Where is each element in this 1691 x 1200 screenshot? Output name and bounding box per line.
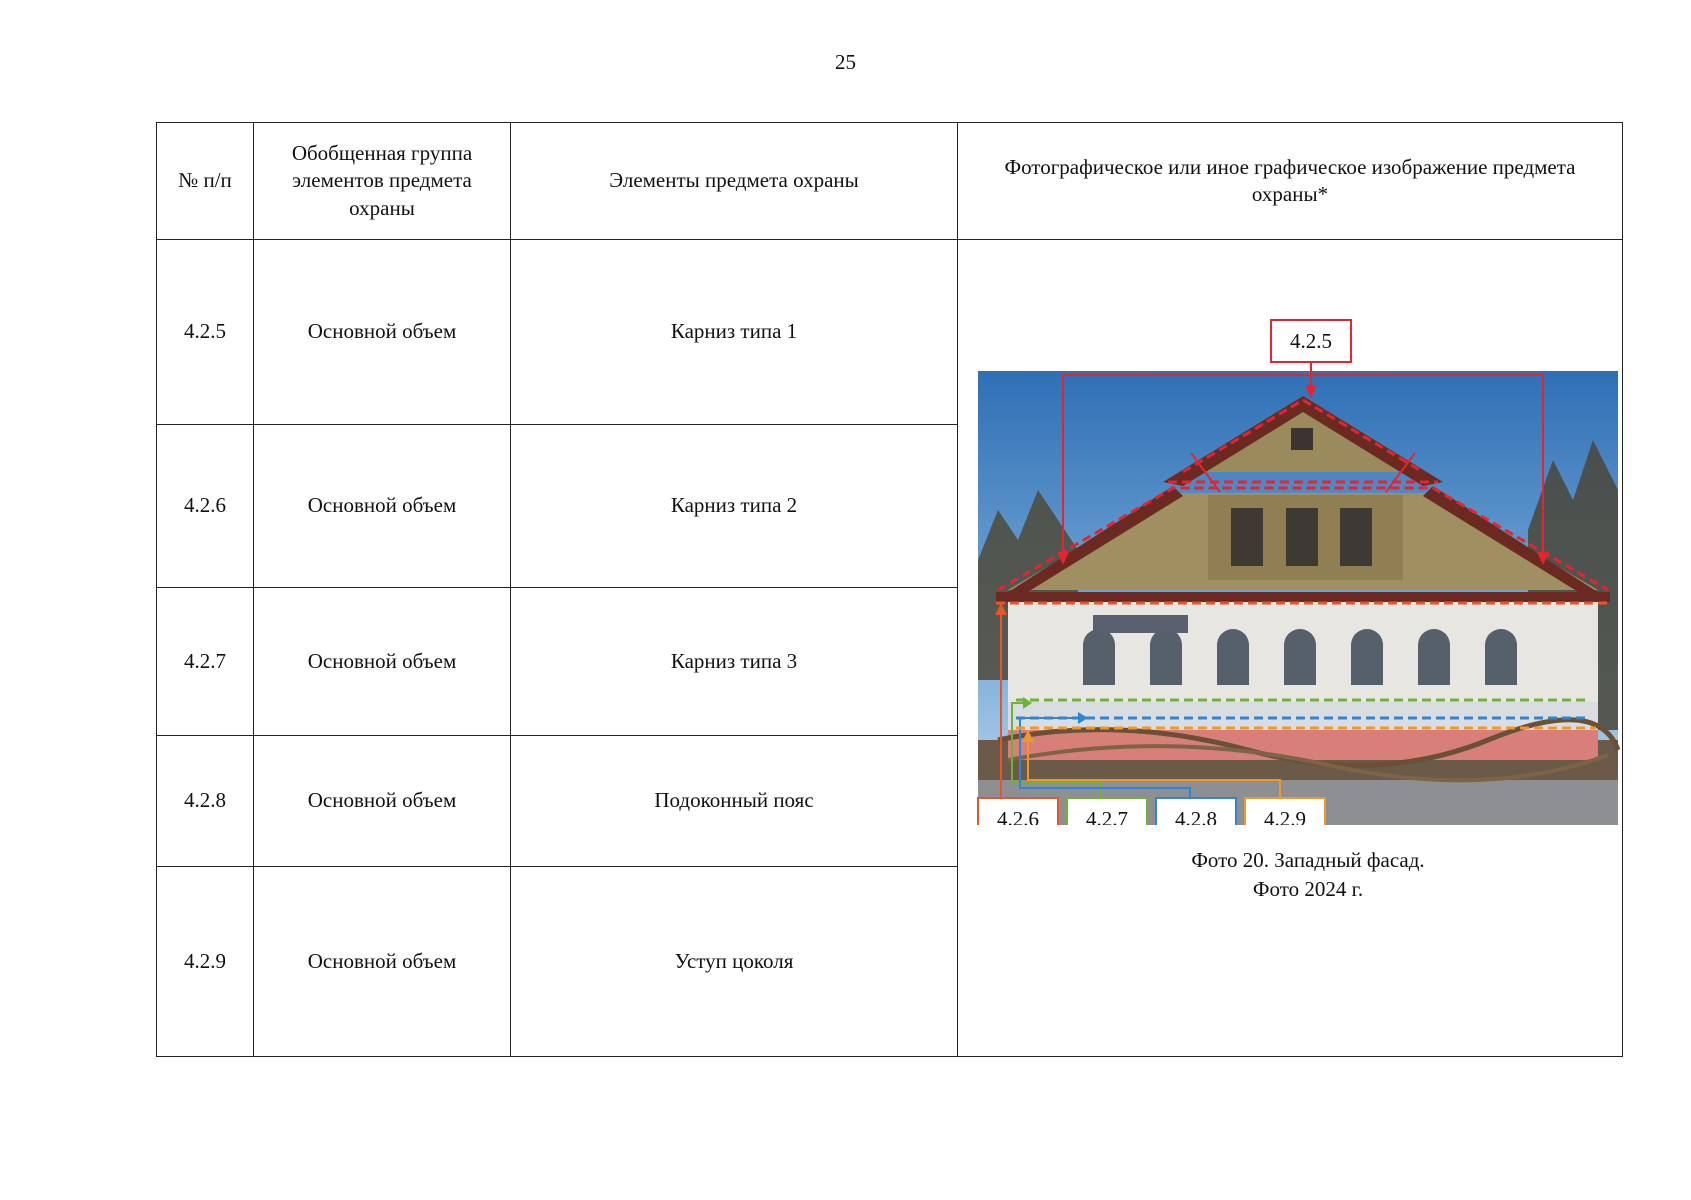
photo-figure [968, 260, 1648, 903]
row-group: Основной объем [254, 425, 511, 588]
caption-line-2: Фото 2024 г. [1252, 876, 1364, 901]
row-group: Основной объем [254, 588, 511, 736]
label-4-2-9: 4.2.9 [1264, 807, 1306, 825]
page-number: 25 [835, 50, 856, 74]
row-group: Основной объем [254, 736, 511, 867]
header-number: № п/п [157, 123, 254, 240]
row-number: 4.2.7 [157, 588, 254, 736]
label-4-2-8: 4.2.8 [1175, 807, 1217, 825]
row-number: 4.2.5 [157, 240, 254, 425]
row-element: Карниз типа 2 [511, 425, 958, 588]
row-element: Карниз типа 3 [511, 588, 958, 736]
caption-line-1: Фото 20. Западный фасад. [1191, 848, 1425, 873]
row-number: 4.2.8 [157, 736, 254, 867]
protection-elements-table [156, 122, 1623, 1057]
label-4-2-6: 4.2.6 [997, 807, 1039, 825]
label-4-2-7: 4.2.7 [1086, 807, 1128, 825]
row-element: Уступ цоколя [511, 867, 958, 1057]
table-row [157, 240, 1623, 425]
facade-photo [968, 260, 1648, 825]
photo-cell [958, 240, 1623, 1057]
header-elements: Элементы предмета охраны [511, 123, 958, 240]
table-header-row [157, 123, 1623, 240]
photo-caption [968, 846, 1648, 903]
row-group: Основной объем [254, 240, 511, 425]
row-number: 4.2.9 [157, 867, 254, 1057]
row-number: 4.2.6 [157, 425, 254, 588]
row-group: Основной объем [254, 867, 511, 1057]
header-group: Обобщенная группа элементов предмета охраны [254, 123, 511, 240]
row-element: Карниз типа 1 [511, 240, 958, 425]
label-4-2-5: 4.2.5 [1290, 329, 1332, 353]
header-image: Фотографическое или иное графическое изображение предмета охраны* [958, 123, 1623, 240]
row-element: Подоконный пояс [511, 736, 958, 867]
